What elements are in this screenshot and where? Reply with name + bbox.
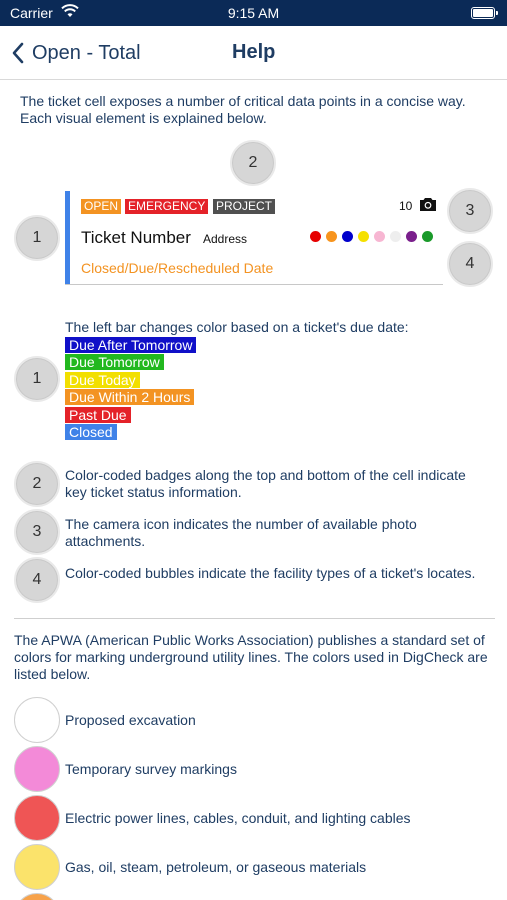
back-button[interactable] — [12, 39, 141, 67]
status-badge-emergency: EMERGENCY — [125, 199, 208, 214]
marker-1-legend: 1 — [14, 356, 60, 402]
status-bar — [0, 0, 507, 26]
facility-bubble — [310, 231, 321, 242]
facility-bubble — [374, 231, 385, 242]
apwa-label-electric: Electric power lines, cables, conduit, and lighting cables — [65, 810, 411, 826]
explanation-bubbles: Color-coded bubbles indicate the facility types of a ticket's locates. — [65, 565, 476, 581]
ticket-number: Ticket Number — [81, 228, 191, 247]
apwa-swatch-orange — [14, 893, 60, 900]
facility-bubble — [422, 231, 433, 242]
legend-due-after-tomorrow: Due After Tomorrow — [65, 337, 196, 353]
status-badge-open: OPEN — [81, 199, 121, 214]
marker-3-cell: 3 — [447, 188, 493, 234]
back-button-label: Open - Total — [32, 41, 141, 64]
apwa-swatch-white — [14, 697, 60, 743]
battery-icon — [471, 7, 495, 19]
apwa-label-gas: Gas, oil, steam, petroleum, or gaseous materials — [65, 859, 367, 875]
facility-bubble — [342, 231, 353, 242]
facility-bubble — [406, 231, 417, 242]
status-badge-project: PROJECT — [213, 199, 275, 214]
facility-bubble — [326, 231, 337, 242]
due-legend-heading: The left bar changes color based on a ticket's due date: — [65, 319, 409, 335]
explanation-camera: The camera icon indicates the number of available photo attachments. — [65, 516, 417, 549]
apwa-label-temporary-survey: Temporary survey markings — [65, 761, 237, 777]
navigation-bar — [0, 26, 507, 80]
chevron-left-icon — [12, 42, 24, 64]
apwa-intro: The APWA (American Public Works Association) publishes a standard set of colors for marking underground utility lines. The colors used in DigCheck are listed below. — [14, 632, 488, 682]
sample-ticket-cell — [65, 191, 443, 285]
apwa-swatch-yellow — [14, 844, 60, 890]
facility-bubble — [358, 231, 369, 242]
due-date-bar — [65, 191, 70, 284]
apwa-label-proposed-excavation: Proposed excavation — [65, 712, 196, 728]
apwa-swatch-red — [14, 795, 60, 841]
clock: 9:15 AM — [227, 5, 280, 21]
marker-3: 3 — [14, 509, 60, 555]
photo-count: 10 — [399, 199, 413, 213]
explanation-badges: Color-coded badges along the top and bottom of the cell indicate key ticket status information. — [65, 467, 466, 500]
legend-due-tomorrow: Due Tomorrow — [65, 354, 164, 370]
page-title: Help — [232, 41, 276, 63]
marker-4: 4 — [14, 557, 60, 603]
marker-2-top: 2 — [230, 140, 276, 186]
intro-text: The ticket cell exposes a number of critical data points in a concise way. Each visual element is explained below. — [20, 93, 466, 126]
marker-4-cell: 4 — [447, 241, 493, 287]
apwa-swatch-pink — [14, 746, 60, 792]
section-divider — [14, 618, 495, 619]
marker-2: 2 — [14, 461, 60, 507]
legend-closed: Closed — [65, 424, 117, 440]
ticket-address: Address — [203, 232, 248, 246]
marker-1-cell: 1 — [14, 215, 60, 261]
carrier-label: Carrier — [10, 5, 53, 21]
facility-bubble — [390, 231, 401, 242]
ticket-date: Closed/Due/Rescheduled Date — [81, 260, 274, 276]
legend-due-within-2-hours: Due Within 2 Hours — [65, 389, 194, 405]
legend-past-due: Past Due — [65, 407, 131, 423]
camera-icon — [419, 197, 437, 217]
legend-due-today: Due Today — [65, 372, 140, 388]
